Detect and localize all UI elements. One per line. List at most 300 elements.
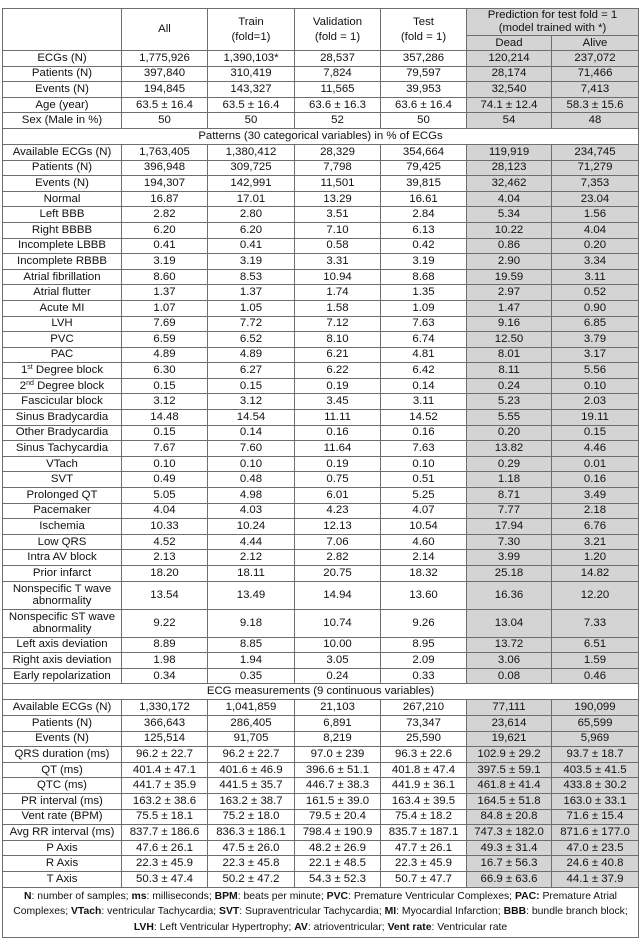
abbrev-definition: : Left Ventricular Hypertrophy; — [153, 921, 295, 933]
cell-dead: 16.7 ± 56.3 — [467, 856, 552, 872]
cell-validation: 11,501 — [295, 176, 381, 192]
cell-test: 22.3 ± 45.9 — [381, 856, 467, 872]
cell-dead: 1.18 — [467, 472, 552, 488]
cell-alive: 0.46 — [552, 668, 639, 684]
abbrev-definition: : Supraventricular Tachycardia; — [239, 906, 385, 918]
cell-train: 1.94 — [208, 653, 295, 669]
cell-train: 1,041,859 — [208, 700, 295, 716]
cell-alive: 44.1 ± 37.9 — [552, 871, 639, 887]
cell-dead: 10.22 — [467, 222, 552, 238]
cell-all: 50.3 ± 47.4 — [122, 871, 208, 887]
cell-train: 6.27 — [208, 363, 295, 379]
table-row — [3, 441, 639, 457]
col-header-all: All — [122, 9, 208, 51]
table-row — [3, 394, 639, 410]
cell-test: 0.16 — [381, 425, 467, 441]
cell-dead: 84.8 ± 20.8 — [467, 809, 552, 825]
cell-alive: 0.90 — [552, 300, 639, 316]
table-row — [3, 488, 639, 504]
cell-validation: 11.11 — [295, 410, 381, 426]
row-label: Available ECGs (N) — [3, 144, 122, 160]
cell-test: 16.61 — [381, 191, 467, 207]
cell-all: 163.2 ± 38.6 — [122, 793, 208, 809]
cell-test: 835.7 ± 187.1 — [381, 825, 467, 841]
cell-train: 1.05 — [208, 300, 295, 316]
cell-test: 39,953 — [381, 82, 467, 98]
cell-validation: 0.19 — [295, 456, 381, 472]
cell-validation: 3.51 — [295, 207, 381, 223]
cell-test: 6.42 — [381, 363, 467, 379]
cell-test: 75.4 ± 18.2 — [381, 809, 467, 825]
cell-validation: 0.58 — [295, 238, 381, 254]
abbrev-definition: : number of samples; — [31, 890, 132, 902]
cell-alive: 23.04 — [552, 191, 639, 207]
cell-dead: 2.97 — [467, 285, 552, 301]
cell-validation: 798.4 ± 190.9 — [295, 825, 381, 841]
col-header-validation: Validation (fold = 1) — [295, 9, 381, 51]
cell-dead: 4.04 — [467, 191, 552, 207]
cell-all: 6.20 — [122, 222, 208, 238]
cell-train: 0.10 — [208, 456, 295, 472]
cell-train: 310,419 — [208, 66, 295, 82]
cell-alive: 7,353 — [552, 176, 639, 192]
cell-validation: 28,329 — [295, 144, 381, 160]
cell-validation: 3.31 — [295, 254, 381, 270]
cell-dead: 461.8 ± 41.4 — [467, 778, 552, 794]
cell-dead: 28,174 — [467, 66, 552, 82]
cell-dead: 28,123 — [467, 160, 552, 176]
cell-alive: 24.6 ± 40.8 — [552, 856, 639, 872]
row-label: Events (N) — [3, 176, 122, 192]
cell-alive: 5.56 — [552, 363, 639, 379]
cell-dead: 0.24 — [467, 378, 552, 394]
cell-all: 47.6 ± 26.1 — [122, 840, 208, 856]
cell-alive: 3.17 — [552, 347, 639, 363]
cell-alive: 5,969 — [552, 731, 639, 747]
table-row — [3, 731, 639, 747]
table-row — [3, 66, 639, 82]
cell-dead: 54 — [467, 113, 552, 129]
cell-train: 4.44 — [208, 534, 295, 550]
table-row — [3, 176, 639, 192]
cell-train: 0.35 — [208, 668, 295, 684]
cell-all: 1,763,405 — [122, 144, 208, 160]
cell-all: 0.41 — [122, 238, 208, 254]
cell-all: 441.7 ± 35.9 — [122, 778, 208, 794]
cell-alive: 6.51 — [552, 637, 639, 653]
cell-validation: 6.22 — [295, 363, 381, 379]
table-row — [3, 456, 639, 472]
section-title: ECG measurements (9 continuous variables) — [3, 684, 639, 700]
abbreviations-footnote — [3, 887, 639, 938]
cell-dead: 0.29 — [467, 456, 552, 472]
abbrev-definition: : Ventricular rate — [431, 921, 508, 933]
cell-alive: 1.20 — [552, 550, 639, 566]
col-header-prediction-group: Prediction for test fold = 1 (model trained with *) — [467, 9, 639, 36]
table-row — [3, 778, 639, 794]
row-label: Avg RR interval (ms) — [3, 825, 122, 841]
cell-alive: 0.01 — [552, 456, 639, 472]
cell-test: 3.11 — [381, 394, 467, 410]
cell-dead: 32,540 — [467, 82, 552, 98]
abbrev-definition: : milliseconds; — [146, 890, 215, 902]
cell-alive: 47.0 ± 23.5 — [552, 840, 639, 856]
cell-test: 163.4 ± 39.5 — [381, 793, 467, 809]
cell-all: 96.2 ± 22.7 — [122, 747, 208, 763]
table-row — [3, 534, 639, 550]
cell-train: 0.15 — [208, 378, 295, 394]
abbrev-term: AV — [294, 921, 308, 933]
cell-test: 73,347 — [381, 715, 467, 731]
cell-train: 10.24 — [208, 519, 295, 535]
cell-all: 6.59 — [122, 332, 208, 348]
cell-train: 309,725 — [208, 160, 295, 176]
cell-all: 2.82 — [122, 207, 208, 223]
abbrev-definition: : beats per minute; — [237, 890, 327, 902]
cropped-caption-fragment — [0, 0, 640, 7]
cell-all: 8.89 — [122, 637, 208, 653]
cell-test: 79,425 — [381, 160, 467, 176]
table-row — [3, 550, 639, 566]
cell-alive: 7,413 — [552, 82, 639, 98]
cell-validation: 0.19 — [295, 378, 381, 394]
cell-test: 10.54 — [381, 519, 467, 535]
table-row — [3, 747, 639, 763]
cell-validation: 3.05 — [295, 653, 381, 669]
row-label: Nonspecific ST wave abnormality — [3, 609, 122, 637]
cell-alive: 7.33 — [552, 609, 639, 637]
cell-validation: 1.58 — [295, 300, 381, 316]
cell-all: 0.10 — [122, 456, 208, 472]
row-label: SVT — [3, 472, 122, 488]
table-row — [3, 160, 639, 176]
abbrev-term: N — [24, 890, 32, 902]
cell-test: 0.42 — [381, 238, 467, 254]
cell-train: 2.80 — [208, 207, 295, 223]
row-label: Patients (N) — [3, 160, 122, 176]
cell-train: 143,327 — [208, 82, 295, 98]
cell-dead: 102.9 ± 29.2 — [467, 747, 552, 763]
table-row — [3, 809, 639, 825]
cell-all: 0.34 — [122, 668, 208, 684]
cell-dead: 77,111 — [467, 700, 552, 716]
cell-test: 79,597 — [381, 66, 467, 82]
cell-train: 7.72 — [208, 316, 295, 332]
footnote-row — [3, 887, 639, 938]
cell-all: 1,775,926 — [122, 51, 208, 67]
cell-dead: 19,621 — [467, 731, 552, 747]
table-row — [3, 825, 639, 841]
cell-validation: 20.75 — [295, 566, 381, 582]
cell-dead: 13.72 — [467, 637, 552, 653]
row-label: Right BBBB — [3, 222, 122, 238]
cell-all: 14.48 — [122, 410, 208, 426]
table-row — [3, 653, 639, 669]
cell-all: 13.54 — [122, 581, 208, 609]
table-row — [3, 207, 639, 223]
table-row — [3, 269, 639, 285]
cell-validation: 48.2 ± 26.9 — [295, 840, 381, 856]
cell-test: 0.51 — [381, 472, 467, 488]
cell-test: 0.10 — [381, 456, 467, 472]
table-row — [3, 566, 639, 582]
cell-train: 63.5 ± 16.4 — [208, 97, 295, 113]
cell-alive: 14.82 — [552, 566, 639, 582]
cell-train: 7.60 — [208, 441, 295, 457]
cell-test: 267,210 — [381, 700, 467, 716]
cell-validation: 97.0 ± 239 — [295, 747, 381, 763]
row-label: Patients (N) — [3, 66, 122, 82]
cell-dead: 8.01 — [467, 347, 552, 363]
cell-test: 1.35 — [381, 285, 467, 301]
cell-validation: 7.06 — [295, 534, 381, 550]
cell-test: 357,286 — [381, 51, 467, 67]
cell-test: 4.81 — [381, 347, 467, 363]
cell-alive: 0.10 — [552, 378, 639, 394]
table-row — [3, 715, 639, 731]
cell-alive: 1.59 — [552, 653, 639, 669]
cell-test: 401.8 ± 47.4 — [381, 762, 467, 778]
cell-alive: 433.8 ± 30.2 — [552, 778, 639, 794]
row-label: Events (N) — [3, 731, 122, 747]
cell-dead: 747.3 ± 182.0 — [467, 825, 552, 841]
cell-validation: 446.7 ± 38.3 — [295, 778, 381, 794]
cell-train: 3.12 — [208, 394, 295, 410]
cell-all: 3.12 — [122, 394, 208, 410]
cell-validation: 1.74 — [295, 285, 381, 301]
abbrev-term: BBB — [503, 906, 527, 918]
cell-all: 3.19 — [122, 254, 208, 270]
table-row — [3, 144, 639, 160]
table-row — [3, 285, 639, 301]
cell-validation: 6.01 — [295, 488, 381, 504]
cell-test: 2.84 — [381, 207, 467, 223]
cell-validation: 0.24 — [295, 668, 381, 684]
cell-all: 194,845 — [122, 82, 208, 98]
cell-all: 2.13 — [122, 550, 208, 566]
cell-dead: 5.34 — [467, 207, 552, 223]
cell-train: 91,705 — [208, 731, 295, 747]
cell-test: 14.52 — [381, 410, 467, 426]
cell-dead: 23,614 — [467, 715, 552, 731]
cell-validation: 22.1 ± 48.5 — [295, 856, 381, 872]
table-row — [3, 191, 639, 207]
abbrev-term: VTach — [70, 906, 102, 918]
abbrev-definition: : atrioventricular; — [307, 921, 388, 933]
row-label: Early repolarization — [3, 668, 122, 684]
cell-all: 0.15 — [122, 425, 208, 441]
cell-validation: 21,103 — [295, 700, 381, 716]
cell-test: 3.19 — [381, 254, 467, 270]
cell-train: 8.85 — [208, 637, 295, 653]
cell-validation: 11.64 — [295, 441, 381, 457]
abbrev-definition: : bundle branch block; — [526, 906, 628, 918]
cell-train: 18.11 — [208, 566, 295, 582]
corner-cell — [3, 9, 122, 51]
ecg-dataset-table — [2, 8, 639, 938]
abbrev-definition: : Myocardial Infarction; — [396, 906, 504, 918]
cell-all: 125,514 — [122, 731, 208, 747]
cell-alive: 403.5 ± 41.5 — [552, 762, 639, 778]
cell-test: 7.63 — [381, 316, 467, 332]
cell-dead: 164.5 ± 51.8 — [467, 793, 552, 809]
row-label: Low QRS — [3, 534, 122, 550]
row-label: Right axis deviation — [3, 653, 122, 669]
cell-validation: 4.23 — [295, 503, 381, 519]
table-row — [3, 97, 639, 113]
row-label: T Axis — [3, 871, 122, 887]
table-row — [3, 82, 639, 98]
abbrev-definition: : ventricular Tachycardia; — [101, 906, 220, 918]
cell-test: 0.14 — [381, 378, 467, 394]
row-label: Sinus Bradycardia — [3, 410, 122, 426]
cell-train: 1,390,103* — [208, 51, 295, 67]
cell-alive: 93.7 ± 18.7 — [552, 747, 639, 763]
cell-train: 142,991 — [208, 176, 295, 192]
cell-dead: 120,214 — [467, 51, 552, 67]
table-row — [3, 581, 639, 609]
table-row — [3, 300, 639, 316]
cell-test: 0.33 — [381, 668, 467, 684]
cell-train: 836.3 ± 186.1 — [208, 825, 295, 841]
col-header-train: Train (fold=1) — [208, 9, 295, 51]
cell-all: 396,948 — [122, 160, 208, 176]
cell-dead: 8.71 — [467, 488, 552, 504]
cell-train: 1,380,412 — [208, 144, 295, 160]
table-row — [3, 238, 639, 254]
cell-alive: 0.52 — [552, 285, 639, 301]
cell-validation: 7.10 — [295, 222, 381, 238]
cell-alive: 0.20 — [552, 238, 639, 254]
row-label: Intra AV block — [3, 550, 122, 566]
cell-all: 8.60 — [122, 269, 208, 285]
abbrev-term: LVH — [133, 921, 154, 933]
cell-test: 6.74 — [381, 332, 467, 348]
cell-all: 7.69 — [122, 316, 208, 332]
cell-test: 63.6 ± 16.4 — [381, 97, 467, 113]
row-label: Atrial flutter — [3, 285, 122, 301]
cell-validation: 13.29 — [295, 191, 381, 207]
cell-all: 1.98 — [122, 653, 208, 669]
table-row — [3, 762, 639, 778]
cell-validation: 8,219 — [295, 731, 381, 747]
col-header-dead: Dead — [467, 36, 552, 51]
cell-test: 25,590 — [381, 731, 467, 747]
cell-validation: 11,565 — [295, 82, 381, 98]
cell-validation: 10.94 — [295, 269, 381, 285]
cell-validation: 7,798 — [295, 160, 381, 176]
cell-all: 1,330,172 — [122, 700, 208, 716]
table-row — [3, 363, 639, 379]
cell-validation: 0.16 — [295, 425, 381, 441]
cell-dead: 66.9 ± 63.6 — [467, 871, 552, 887]
cell-train: 9.18 — [208, 609, 295, 637]
cell-train: 401.6 ± 46.9 — [208, 762, 295, 778]
cell-train: 163.2 ± 38.7 — [208, 793, 295, 809]
row-label: QTC (ms) — [3, 778, 122, 794]
cell-validation: 8.10 — [295, 332, 381, 348]
cell-train: 6.20 — [208, 222, 295, 238]
cell-all: 4.89 — [122, 347, 208, 363]
cell-all: 401.4 ± 47.1 — [122, 762, 208, 778]
cell-all: 1.37 — [122, 285, 208, 301]
header-row — [3, 9, 639, 36]
cell-alive: 0.15 — [552, 425, 639, 441]
table-row — [3, 793, 639, 809]
abbrev-definition: : Premature Ventricular Complexes; — [348, 890, 515, 902]
cell-dead: 16.36 — [467, 581, 552, 609]
table-row — [3, 254, 639, 270]
cell-alive: 3.79 — [552, 332, 639, 348]
cell-test: 1.09 — [381, 300, 467, 316]
cell-alive: 4.46 — [552, 441, 639, 457]
cell-test: 354,664 — [381, 144, 467, 160]
cell-alive: 4.04 — [552, 222, 639, 238]
cell-validation: 63.6 ± 16.3 — [295, 97, 381, 113]
cell-dead: 397.5 ± 59.1 — [467, 762, 552, 778]
cell-all: 1.07 — [122, 300, 208, 316]
row-label: Prolonged QT — [3, 488, 122, 504]
cell-train: 8.53 — [208, 269, 295, 285]
table-row — [3, 519, 639, 535]
cell-train: 2.12 — [208, 550, 295, 566]
cell-validation: 6,891 — [295, 715, 381, 731]
row-label: Ischemia — [3, 519, 122, 535]
table-row — [3, 332, 639, 348]
table-row — [3, 316, 639, 332]
cell-alive: 190,099 — [552, 700, 639, 716]
cell-all: 22.3 ± 45.9 — [122, 856, 208, 872]
cell-validation: 396.6 ± 51.1 — [295, 762, 381, 778]
table-row — [3, 609, 639, 637]
table-row — [3, 637, 639, 653]
cell-validation: 14.94 — [295, 581, 381, 609]
cell-all: 4.04 — [122, 503, 208, 519]
cell-dead: 0.08 — [467, 668, 552, 684]
cell-train: 50.2 ± 47.2 — [208, 871, 295, 887]
cell-alive: 3.21 — [552, 534, 639, 550]
cell-test: 6.13 — [381, 222, 467, 238]
cell-dead: 8.11 — [467, 363, 552, 379]
cell-alive: 163.0 ± 33.1 — [552, 793, 639, 809]
row-label: VTach — [3, 456, 122, 472]
cell-alive: 12.20 — [552, 581, 639, 609]
cell-dead: 12.50 — [467, 332, 552, 348]
cell-alive: 71,466 — [552, 66, 639, 82]
cell-train: 13.49 — [208, 581, 295, 609]
cell-train: 6.52 — [208, 332, 295, 348]
cell-all: 63.5 ± 16.4 — [122, 97, 208, 113]
cell-dead: 0.86 — [467, 238, 552, 254]
row-label: Nonspecific T wave abnormality — [3, 581, 122, 609]
cell-dead: 3.99 — [467, 550, 552, 566]
row-label: Acute MI — [3, 300, 122, 316]
row-label: Age (year) — [3, 97, 122, 113]
row-label: Atrial fibrillation — [3, 269, 122, 285]
cell-dead: 0.20 — [467, 425, 552, 441]
cell-test: 4.07 — [381, 503, 467, 519]
abbrev-term: MI — [384, 906, 397, 918]
cell-alive: 0.16 — [552, 472, 639, 488]
cell-train: 441.5 ± 35.7 — [208, 778, 295, 794]
cell-alive: 6.85 — [552, 316, 639, 332]
abbrev-term: PVC — [326, 890, 349, 902]
cell-validation: 2.82 — [295, 550, 381, 566]
row-label: 2nd Degree block — [3, 378, 122, 394]
row-label: Normal — [3, 191, 122, 207]
row-label: R Axis — [3, 856, 122, 872]
row-label: Left axis deviation — [3, 637, 122, 653]
